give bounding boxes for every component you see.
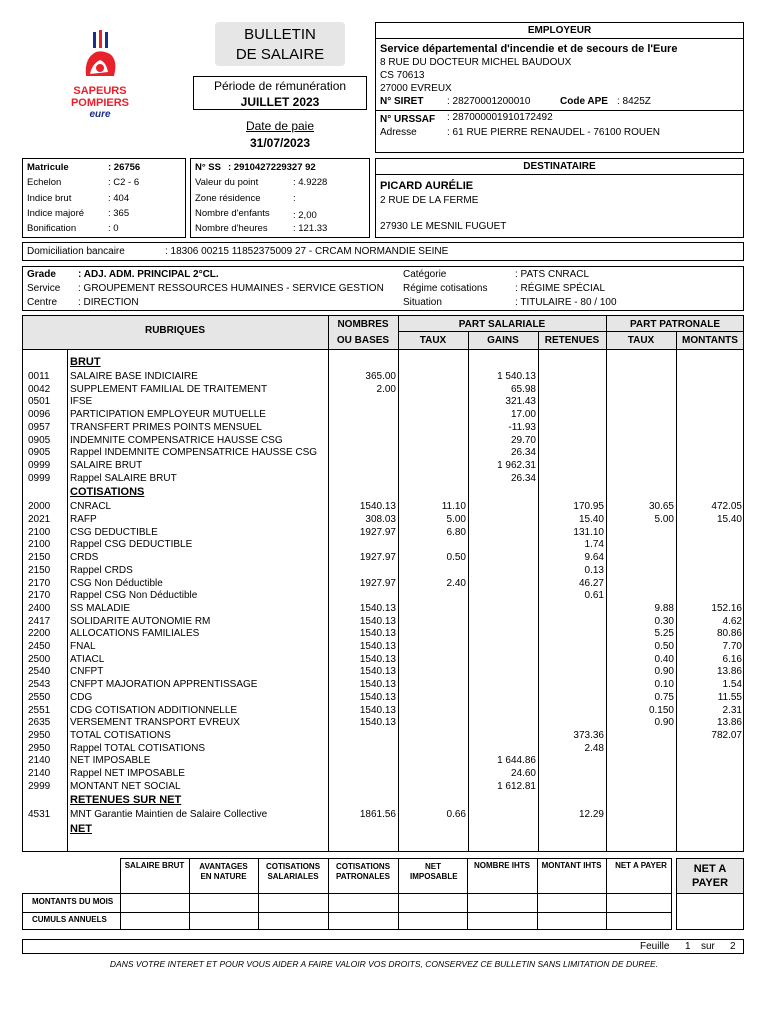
- row-code: 2150: [28, 552, 51, 564]
- heures-label: Nombre d'heures: [195, 223, 268, 234]
- row-base: 1540.13: [359, 501, 396, 513]
- adresse-value: : 61 RUE PIERRE RENAUDEL - 76100 ROUEN: [447, 127, 661, 138]
- header-part-salariale: PART SALARIALE: [458, 319, 546, 330]
- service-value: : GROUPEMENT RESSOURCES HUMAINES - SERVICE GESTION: [78, 283, 384, 294]
- row-label: INDEMNITE COMPENSATRICE HAUSSE CSG: [70, 434, 283, 446]
- row-code: 0011: [28, 371, 50, 382]
- row-code: 0905: [28, 447, 51, 459]
- row-taux-patronal: 5.00: [654, 514, 674, 525]
- row-label: MNT Garantie Maintien de Salaire Collective: [70, 809, 268, 821]
- row-base: 1540.13: [359, 602, 396, 614]
- row-montant-patronal: 782.07: [711, 729, 742, 741]
- row-taux-patronal: 0.150: [648, 704, 674, 716]
- sum-montants-mois: MONTANTS DU MOIS: [32, 897, 114, 906]
- row-montant-patronal: 11.55: [717, 691, 742, 703]
- row-label: RAFP: [70, 514, 97, 525]
- centre-value: : DIRECTION: [78, 297, 139, 308]
- row-label: NET IMPOSABLE: [70, 755, 151, 767]
- row-taux-patronal: 0.75: [654, 691, 674, 703]
- row-base: 1861.56: [359, 809, 396, 821]
- domiciliation-label: Domiciliation bancaire: [27, 246, 125, 257]
- row-gains: 1 540.13: [497, 371, 536, 382]
- row-retenues: 46.27: [578, 577, 604, 589]
- row-code: 0905: [28, 434, 51, 446]
- row-base: 365.00: [365, 371, 396, 382]
- header-taux-patronal: TAUX: [627, 335, 655, 346]
- header-montants: MONTANTS: [682, 335, 738, 346]
- row-gains: 1 962.31: [497, 459, 536, 471]
- point-label: Valeur du point: [195, 177, 259, 188]
- row-base: 1540.13: [359, 628, 396, 640]
- row-code: 2500: [28, 653, 51, 665]
- employeur-addr3: 27000 EVREUX: [380, 83, 452, 94]
- row-label: Rappel CRDS: [70, 564, 133, 576]
- row-base: 1927.97: [359, 526, 396, 538]
- row-code: 0501: [28, 396, 51, 408]
- row-taux: 6.80: [446, 526, 466, 538]
- row-base: 1540.13: [359, 717, 396, 729]
- domiciliation-value: : 18306 00215 11852375009 27 - CRCAM NORMANDIE SEINE: [165, 246, 449, 257]
- row-code: 0999: [28, 472, 51, 484]
- row-label: PARTICIPATION EMPLOYEUR MUTUELLE: [70, 409, 266, 421]
- row-label: TRANSFERT PRIMES POINTS MENSUEL: [70, 421, 262, 433]
- sum-net-imposable: NET IMPOSABLE: [410, 862, 458, 881]
- row-montant-patronal: 15.40: [716, 514, 742, 525]
- row-taux-patronal: 0.50: [654, 641, 674, 652]
- logo: [66, 28, 134, 144]
- row-code: 2400: [28, 602, 51, 614]
- row-taux-patronal: 0.90: [654, 717, 674, 729]
- row-label: CDG: [70, 691, 93, 703]
- categorie-value: : PATS CNRACL: [515, 269, 590, 280]
- title-line1: BULLETIN: [244, 26, 316, 43]
- row-retenues: 12.29: [578, 809, 604, 821]
- ape-label: Code APE: [560, 96, 608, 107]
- feuille-page: 1: [685, 941, 691, 952]
- feuille-label: Feuille: [640, 941, 670, 952]
- row-montant-patronal: 4.62: [722, 615, 742, 627]
- header-ou-bases: OU BASES: [336, 335, 390, 346]
- row-montant-patronal: 2.31: [722, 704, 742, 716]
- ss-value: : 2910427229327 92: [228, 162, 316, 173]
- echelon-value: : C2 - 6: [108, 177, 140, 188]
- row-code: 0957: [28, 421, 51, 433]
- echelon-label: Echelon: [27, 177, 62, 188]
- centre-label: Centre: [27, 297, 58, 308]
- indice-majore-value: : 365: [108, 208, 130, 219]
- row-code: 0042: [28, 383, 51, 395]
- periode-value: JUILLET 2023: [240, 95, 320, 109]
- row-label: ALLOCATIONS FAMILIALES: [70, 628, 200, 640]
- row-retenues: 0.13: [584, 564, 604, 576]
- row-base: 2.00: [376, 383, 396, 395]
- row-code: 2140: [28, 768, 51, 779]
- row-taux: 2.40: [446, 577, 466, 589]
- row-label: FNAL: [70, 641, 96, 652]
- row-label: SOLIDARITE AUTONOMIE RM: [70, 615, 211, 627]
- periode-label: Période de rémunération: [213, 79, 347, 93]
- bonification-label: Bonification: [27, 223, 77, 234]
- row-taux-patronal: 0.10: [654, 679, 674, 691]
- sum-cot-pat: COTISATIONS PATRONALES: [335, 862, 391, 881]
- urssaf-label: N° URSSAF: [380, 114, 436, 125]
- categorie-label: Catégorie: [403, 269, 447, 280]
- siret-label: N° SIRET: [380, 96, 424, 107]
- row-retenues: 2.48: [584, 742, 604, 754]
- row-taux: 0.50: [446, 552, 466, 564]
- row-montant-patronal: 7.70: [722, 641, 742, 652]
- row-code: 2021: [28, 514, 51, 525]
- row-label: TOTAL COTISATIONS: [70, 729, 171, 741]
- row-code: 0999: [28, 459, 51, 471]
- employeur-addr1: 8 RUE DU DOCTEUR MICHEL BAUDOUX: [380, 57, 572, 68]
- title-line2: DE SALAIRE: [235, 46, 325, 63]
- sum-net-a-payer: NET A PAYER: [691, 863, 729, 889]
- indice-majore-label: Indice majoré: [27, 208, 85, 219]
- row-montant-patronal: 152.16: [711, 602, 742, 614]
- row-retenues: 0.61: [584, 590, 604, 602]
- row-code: 2550: [28, 691, 51, 703]
- zone-label: Zone résidence: [195, 193, 261, 204]
- row-label: Rappel NET IMPOSABLE: [70, 768, 185, 779]
- row-code: 2450: [28, 641, 51, 652]
- row-label: Rappel TOTAL COTISATIONS: [70, 742, 206, 754]
- grade-value: : ADJ. ADM. PRINCIPAL 2°CL.: [78, 269, 219, 280]
- row-label: CRDS: [70, 552, 99, 564]
- row-code: 2100: [28, 526, 51, 538]
- row-base: 1540.13: [359, 679, 396, 691]
- logo-line1: SAPEURS: [73, 85, 127, 97]
- row-gains: 1 644.86: [497, 755, 536, 767]
- row-montant-patronal: 472.05: [711, 501, 742, 513]
- row-montant-patronal: 13.86: [716, 717, 742, 729]
- footer-box: [22, 939, 744, 954]
- heures-value: : 121.33: [293, 223, 328, 234]
- situation-value: : TITULAIRE - 80 / 100: [515, 297, 617, 308]
- row-label: Rappel SALAIRE BRUT: [70, 472, 177, 484]
- row-taux-patronal: 0.40: [654, 653, 674, 665]
- title-box: [215, 22, 345, 66]
- sum-avantages: AVANTAGES EN NATURE: [199, 862, 248, 881]
- row-taux: 0.66: [446, 809, 466, 821]
- row-label: SUPPLEMENT FAMILIAL DE TRAITEMENT: [70, 383, 268, 395]
- matricule-value: : 26756: [108, 162, 141, 173]
- destinataire-header: DESTINATAIRE: [523, 161, 596, 172]
- sum-net-a-payer-col: NET A PAYER: [615, 861, 667, 870]
- row-base: 1540.13: [359, 653, 396, 665]
- destinataire-addr1: 2 RUE DE LA FERME: [380, 195, 479, 206]
- row-label: IFSE: [70, 396, 93, 408]
- row-code: 2540: [28, 666, 51, 678]
- row-code: 4531: [28, 809, 51, 821]
- row-code: 2543: [28, 679, 51, 691]
- row-base: 1540.13: [359, 691, 396, 703]
- destinataire-name: PICARD AURÉLIE: [380, 180, 474, 192]
- row-retenues: 15.40: [578, 514, 604, 525]
- row-base: 1927.97: [359, 552, 396, 564]
- row-label: CNFPT MAJORATION APPRENTISSAGE: [70, 679, 258, 691]
- feuille-total: 2: [730, 941, 736, 952]
- ss-label: N° SS: [195, 162, 221, 173]
- employeur-header: EMPLOYEUR: [527, 25, 592, 36]
- row-retenues: 373.36: [573, 729, 604, 741]
- row-base: 1540.13: [359, 666, 396, 678]
- sum-cot-sal: COTISATIONS SALARIALES: [265, 862, 321, 881]
- section-heading: BRUT: [70, 356, 101, 368]
- sum-cumuls-annuels: CUMULS ANNUELS: [32, 915, 107, 924]
- row-retenues: 170.95: [573, 501, 604, 513]
- row-code: 2170: [28, 590, 51, 602]
- row-taux-patronal: 9.88: [654, 602, 674, 614]
- row-taux: 11.10: [441, 501, 466, 513]
- row-gains: 26.34: [510, 472, 536, 484]
- row-code: 2950: [28, 742, 51, 754]
- row-label: Rappel INDEMNITE COMPENSATRICE HAUSSE CSG: [70, 447, 318, 459]
- row-base: 1927.97: [359, 577, 396, 589]
- header-retenues: RETENUES: [544, 335, 600, 346]
- grade-label: Grade: [27, 269, 56, 280]
- row-taux-patronal: 0.90: [654, 666, 674, 678]
- row-label: MONTANT NET SOCIAL: [70, 780, 181, 792]
- zone-value: :: [293, 193, 296, 204]
- siret-value: : 28270001200010: [447, 96, 531, 107]
- row-code: 2950: [28, 729, 51, 741]
- row-code: 2150: [28, 564, 51, 576]
- row-label: Rappel CSG DEDUCTIBLE: [70, 539, 193, 551]
- row-code: 2100: [28, 539, 51, 551]
- row-gains: 17.00: [510, 409, 536, 421]
- row-retenues: 1.74: [584, 539, 604, 551]
- row-code: 2000: [28, 501, 51, 513]
- header-gains: GAINS: [487, 335, 519, 346]
- logo-line3: eure: [89, 109, 111, 120]
- row-retenues: 131.10: [573, 526, 604, 538]
- destinataire-addr2: 27930 LE MESNIL FUGUET: [380, 221, 507, 232]
- row-gains: 65.98: [510, 383, 536, 395]
- adresse-label: Adresse: [380, 127, 417, 138]
- row-base: 1540.13: [359, 704, 396, 716]
- logo-line2: POMPIERS: [70, 97, 130, 109]
- row-label: ATIACL: [70, 653, 105, 665]
- row-label: CNRACL: [70, 501, 112, 513]
- date-paie-label: Date de paie: [245, 119, 315, 133]
- sum-nombre-ihts: NOMBRE IHTS: [474, 861, 530, 870]
- row-label: SALAIRE BASE INDICIAIRE: [70, 371, 198, 382]
- footer-notice: DANS VOTRE INTERET ET POUR VOUS AIDER A FAIRE VALOIR VOS DROITS, CONSERVEZ CE BULLETIN SANS LIMITATION DE DUREE.: [109, 959, 659, 969]
- row-base: 1540.13: [359, 615, 396, 627]
- sum-salaire-brut: SALAIRE BRUT: [124, 861, 185, 870]
- regime-label: Régime cotisations: [403, 283, 488, 294]
- periode-box: [193, 76, 367, 110]
- row-label: CDG COTISATION ADDITIONNELLE: [70, 704, 238, 716]
- row-label: CNFPT: [70, 666, 104, 678]
- enfants-value: : 2,00: [293, 210, 317, 221]
- row-gains: 1 612.81: [497, 780, 536, 792]
- row-code: 0096: [28, 409, 51, 421]
- sum-montant-ihts: MONTANT IHTS: [541, 861, 602, 870]
- row-label: CSG Non Déductible: [70, 577, 163, 589]
- header-part-patronale: PART PATRONALE: [630, 319, 720, 330]
- service-label: Service: [27, 283, 61, 294]
- row-montant-patronal: 1.54: [722, 679, 742, 691]
- row-gains: 321.43: [505, 396, 536, 408]
- row-code: 2551: [28, 704, 51, 716]
- row-taux-patronal: 5.25: [654, 628, 674, 640]
- row-code: 2999: [28, 780, 51, 792]
- section-heading: RETENUES SUR NET: [70, 794, 182, 807]
- date-paie-value: 31/07/2023: [249, 136, 311, 150]
- row-label: SS MALADIE: [70, 602, 131, 614]
- ape-value: : 8425Z: [617, 96, 651, 107]
- section-heading: NET: [70, 823, 92, 836]
- row-label: CSG DEDUCTIBLE: [70, 526, 158, 538]
- row-montant-patronal: 13.86: [716, 666, 742, 678]
- row-base: 1540.13: [359, 641, 396, 652]
- regime-value: : RÉGIME SPÉCIAL: [515, 283, 606, 294]
- indice-brut-value: : 404: [108, 193, 130, 204]
- enfants-label: Nombre d'enfants: [195, 208, 270, 219]
- header-taux: TAUX: [419, 335, 447, 346]
- row-montant-patronal: 80.86: [716, 628, 742, 640]
- employeur-addr2: CS 70613: [380, 70, 425, 81]
- row-taux-patronal: 0.30: [654, 615, 674, 627]
- row-label: SALAIRE BRUT: [70, 459, 143, 471]
- bonification-value: : 0: [108, 223, 119, 234]
- header-nombres: NOMBRES: [337, 319, 389, 330]
- row-code: 2140: [28, 755, 51, 767]
- row-gains: 24.60: [510, 768, 536, 779]
- row-code: 2200: [28, 628, 51, 640]
- section-heading: COTISATIONS: [70, 486, 145, 499]
- matricule-label: Matricule: [27, 162, 69, 173]
- row-code: 2417: [28, 615, 51, 627]
- row-gains: -11.93: [508, 421, 536, 433]
- row-retenues: 9.64: [584, 552, 604, 564]
- row-gains: 29.70: [510, 434, 536, 446]
- row-code: 2170: [28, 577, 51, 589]
- row-code: 2635: [28, 717, 51, 729]
- feuille-sur: sur: [701, 941, 715, 952]
- row-montant-patronal: 6.16: [722, 653, 742, 665]
- row-label: VERSEMENT TRANSPORT EVREUX: [70, 717, 240, 729]
- row-taux: 5.00: [446, 514, 466, 525]
- logo-flame-icon: [66, 28, 134, 88]
- row-gains: 26.34: [510, 447, 536, 459]
- row-label: Rappel CSG Non Déductible: [70, 590, 198, 602]
- urssaf-value: : 287000001910172492: [447, 112, 553, 123]
- row-taux-patronal: 30.65: [648, 501, 674, 513]
- situation-label: Situation: [403, 297, 442, 308]
- row-base: 308.03: [365, 514, 396, 525]
- indice-brut-label: Indice brut: [27, 193, 72, 204]
- point-value: : 4.9228: [293, 177, 328, 188]
- header-rubriques: RUBRIQUES: [144, 325, 205, 336]
- employeur-name: Service départemental d'incendie et de secours de l'Eure: [380, 43, 678, 55]
